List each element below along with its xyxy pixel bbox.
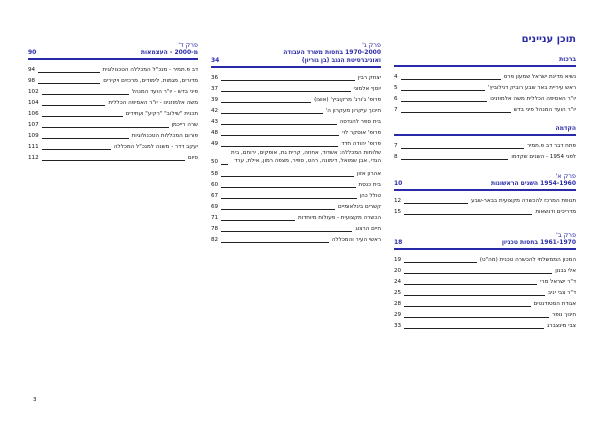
toc-entry-title: אגודת הסטודנטים	[533, 300, 576, 307]
toc-entry-page: 5	[394, 84, 398, 91]
toc-entry	[211, 223, 381, 234]
toc-entry-rule	[221, 237, 329, 243]
toc-entry-title: חיכוך עיקרון מעקרון ה'	[325, 107, 381, 114]
toc-column-middle	[211, 41, 381, 245]
toc-entry	[211, 190, 381, 201]
toc-entry-rule	[404, 323, 544, 329]
toc-entry-title: שרה רייכמן	[171, 121, 198, 128]
section-heading	[211, 49, 381, 68]
section-heading	[28, 49, 198, 60]
toc-entry-rule	[38, 78, 100, 84]
toc-entry-page: 50	[211, 159, 219, 165]
toc-entry-page: 58	[211, 170, 219, 177]
toc-entry-title: חיים הרצוג	[355, 225, 381, 232]
toc-entry	[28, 152, 198, 163]
toc-entry	[28, 64, 198, 75]
section-heading-page: 18	[394, 239, 403, 246]
toc-entry-title: שלוחות המכללה: אשדוד, אחוזה, קרית גת, אופקים, ירוחם, בית הגדי, אבן שמואל, דימונה, רהט, ספיר, מצפה רמון, אילת, ערד	[231, 150, 381, 164]
toc-entry-page: 98	[28, 77, 36, 84]
toc-entry-rule	[401, 154, 509, 160]
toc-entry-title: פרופ' אוסקר לוי	[342, 129, 381, 136]
toc-entry	[394, 140, 576, 151]
toc-entry-page: 48	[211, 129, 219, 136]
toc-entry	[394, 320, 576, 331]
toc-entry	[394, 93, 576, 104]
toc-entry-page: 71	[211, 214, 219, 221]
toc-entry-page: 102	[28, 88, 39, 95]
toc-entry-rule	[221, 75, 355, 81]
toc-entry-page: 111	[28, 143, 39, 150]
toc-entry-rule	[221, 204, 335, 210]
toc-entry-rule	[221, 193, 356, 199]
toc-entry	[28, 119, 198, 130]
toc-entry-title: נשיא מדינת ישראל שמעון פרס	[503, 73, 576, 80]
toc-entry-rule	[221, 130, 339, 136]
toc-entry-rule	[42, 144, 111, 150]
toc-entry-title: מדורים, מגמות, לימודים, מרכזים ויקירים	[103, 77, 198, 84]
toc-entry-page: 8	[394, 153, 398, 160]
section-heading-title: הקדמה	[555, 125, 576, 132]
section-heading-page: 10	[394, 180, 403, 187]
toc-entry-rule	[404, 312, 549, 318]
toc-entry-rule	[401, 96, 488, 102]
toc-entry-page: 36	[211, 74, 219, 81]
section-heading-title: 1961-1970 בחסות טכניון	[501, 239, 576, 246]
toc-entry	[211, 83, 381, 94]
toc-entry-page: 19	[394, 256, 402, 263]
section-heading-page: 34	[211, 57, 220, 64]
toc-entry	[211, 127, 381, 138]
toc-entry	[28, 97, 198, 108]
toc-entry-rule	[404, 198, 468, 204]
toc-entry-title: אלי גבנון	[555, 267, 576, 274]
toc-section	[394, 231, 576, 331]
toc-entry-title: יצחק רבין	[357, 74, 381, 81]
toc-entry-title: צבי מינצברג	[547, 322, 576, 329]
toc-entry-page: 107	[28, 121, 39, 128]
toc-entry-page: 94	[28, 66, 36, 73]
toc-entry-title: פרופ' ג'ורג' מרקוביץ' (אוצו)	[314, 96, 381, 103]
section-label: פרק א'	[555, 172, 576, 180]
toc-section	[394, 125, 576, 162]
toc-entry-title: בית כנסת	[358, 181, 381, 188]
toc-entry-title: ראשי העיר והמכללה	[331, 236, 381, 243]
toc-entry	[28, 130, 198, 141]
toc-entry-rule	[404, 209, 532, 215]
toc-entry-title: ד"ר ישראל מרי	[540, 278, 576, 285]
section-heading	[394, 180, 576, 191]
toc-column-left	[28, 41, 198, 163]
toc-entry	[28, 141, 198, 152]
toc-entry	[394, 287, 576, 298]
toc-entry-title: ראש עיריית באר שבע רוביק דנילוביץ'	[487, 84, 576, 91]
toc-entry-title: פיני בדש - יו"ר הועד המנהל	[131, 88, 198, 95]
section-label: פרק ג'	[362, 41, 381, 49]
toc-entry-page: 67	[211, 192, 219, 199]
toc-entry-rule	[401, 107, 511, 113]
toc-entry-title: מדריכים ודנשאות	[535, 208, 576, 215]
toc-entry	[211, 201, 381, 212]
toc-entry	[394, 82, 576, 93]
toc-entry-rule	[221, 141, 338, 147]
toc-entry-page: 106	[28, 110, 39, 117]
toc-entry-title: לפני 1954 - השנים שקדמו	[511, 153, 576, 160]
toc-entry-page: 33	[394, 322, 402, 329]
toc-section	[394, 56, 576, 115]
toc-entry-page: 20	[394, 267, 402, 274]
toc-entry-page: 12	[394, 197, 402, 204]
toc-entry	[394, 71, 576, 82]
toc-entry	[394, 104, 576, 115]
toc-entry-rule	[42, 133, 129, 139]
section-heading-subtitle: ואוניברסיטת הנגב (בן גוריון)	[301, 57, 381, 64]
toc-entry-page: 39	[211, 96, 219, 103]
toc-entry-page: 7	[394, 142, 398, 149]
toc-entry	[211, 179, 381, 190]
toc-section	[394, 172, 576, 217]
toc-entry-rule	[42, 155, 185, 161]
section-heading-title: 1970-2000 בחסות משרד העבודה	[283, 49, 381, 56]
toc-entry-page: 37	[211, 85, 219, 92]
toc-entry-page: 15	[394, 208, 402, 215]
toc-entry-title: פתח דבר דב פ.תמיר	[526, 142, 576, 149]
toc-entry-page: 112	[28, 154, 39, 161]
page-number: 3	[33, 397, 37, 403]
toc-entry	[211, 94, 381, 105]
toc-entry-rule	[404, 290, 545, 296]
toc-entry-page: 49	[211, 140, 219, 147]
toc-entry-title: משה אלמוזנינו - יו"ר האסיפה הכללית	[108, 99, 198, 106]
section-heading	[394, 125, 576, 136]
toc-entry-title: יו"ר הועד המנהל פיני בדש	[513, 106, 576, 113]
toc-entry-rule	[404, 268, 552, 274]
toc-entry-page: 69	[211, 203, 219, 210]
section-label: פרק ב'	[556, 231, 576, 239]
toc-entry-page: 104	[28, 99, 39, 106]
toc-entry-title: תנופת המרכז להכשרה מקצועית בבאר-שבע	[471, 197, 576, 204]
toc-entry-title: יעקב דדר - משנה למנכ"ל המכללה	[113, 143, 198, 150]
toc-entry	[211, 72, 381, 83]
toc-entry	[211, 212, 381, 223]
toc-entry	[211, 105, 381, 116]
toc-entry	[28, 108, 198, 119]
toc-entry-rule	[404, 279, 537, 285]
toc-entry-rule	[42, 100, 106, 106]
toc-entry-title: הכשרה מקצועית - פעולות מיוחדות	[298, 214, 381, 221]
toc-entry-page: 4	[394, 73, 398, 80]
toc-entry-rule	[38, 67, 99, 73]
toc-entry-page: 24	[394, 278, 402, 285]
toc-entry-page: 60	[211, 181, 219, 188]
toc-entry	[394, 265, 576, 276]
toc-entry-rule	[221, 119, 336, 125]
section-heading-title: ברכות	[559, 56, 576, 63]
toc-entry-title: סיום	[187, 154, 198, 161]
toc-entry-rule	[401, 85, 485, 91]
toc-entry-rule	[221, 182, 355, 188]
toc-entry-title: יו"ר האסיפה הכללית משה אלמוזנינו	[490, 95, 576, 102]
toc-entry-page: 109	[28, 132, 39, 139]
toc-entry-rule	[221, 86, 350, 92]
toc-entry-title: קשרים בינלאומיים	[337, 203, 381, 210]
section-heading	[394, 56, 576, 67]
toc-entry	[211, 234, 381, 245]
toc-entry	[394, 151, 576, 162]
toc-entry-page: 7	[394, 106, 398, 113]
toc-entry-page: 42	[211, 107, 219, 114]
toc-entry-title: דב פ.תמיר - מנכ"ל המכללה הטכנולוגית	[102, 66, 198, 73]
toc-entry-rule	[221, 226, 352, 232]
toc-entry-rule	[221, 215, 295, 221]
toc-entry-rule	[42, 122, 169, 128]
toc-entry-page: 6	[394, 95, 398, 102]
toc-entry-rule	[401, 143, 524, 149]
toc-entry-rule	[221, 108, 323, 114]
toc-entry	[28, 86, 198, 97]
toc-entry	[394, 298, 576, 309]
toc-entry	[394, 309, 576, 320]
toc-entry-title: פרופ' יהודה חדד	[341, 140, 381, 147]
toc-entry-title: ד"ר צבי יניב	[547, 289, 576, 296]
toc-entry-page: 78	[211, 225, 219, 232]
toc-entry	[28, 75, 198, 86]
toc-entry-rule	[221, 159, 228, 165]
toc-entry-title: תכנית "שילוב" "רקיע" ועתידים	[125, 110, 198, 117]
toc-entry-rule	[404, 301, 530, 307]
toc-entry-rule	[42, 111, 123, 117]
section-heading-title: מ-2000 - העצמאות	[140, 49, 198, 56]
toc-entry-title: יוסף אלמוני	[353, 85, 381, 92]
toc-entry-title: פורום המכללות הטכנולוגיות	[131, 132, 198, 139]
toc-entry-page: 25	[394, 289, 402, 296]
toc-entry-page: 28	[394, 300, 402, 307]
toc-entry	[211, 116, 381, 127]
section-heading-title: 1954-1960 השנים הראשונות	[491, 180, 576, 187]
toc-entry	[394, 195, 576, 206]
toc-entry	[211, 168, 381, 179]
section-heading	[394, 239, 576, 250]
toc-entry-page: 82	[211, 236, 219, 243]
toc-entry	[394, 206, 576, 217]
toc-entry-title: טולל כהן	[359, 192, 381, 199]
section-heading-row	[211, 57, 381, 65]
toc-entry-rule	[221, 171, 354, 177]
toc-entry-rule	[42, 89, 129, 95]
toc-entry-title: המכון הממשלתי להכשרה טכנית (מה"ט)	[479, 256, 576, 263]
toc-entry-page: 43	[211, 118, 219, 125]
toc-entry	[211, 149, 381, 165]
toc-entry-title: חינוך נופר	[552, 311, 576, 318]
toc-entry-rule	[401, 74, 501, 80]
section-label: פרק ד'	[178, 41, 198, 49]
toc-entry-title: אהרון אזון	[356, 170, 381, 177]
toc-entry	[394, 254, 576, 265]
section-heading-page: 90	[28, 49, 37, 56]
toc-entry	[211, 138, 381, 149]
toc-entry-rule	[221, 97, 311, 103]
toc-entry-title: בית ספר להנדסה	[339, 118, 381, 125]
toc-column-right	[394, 56, 576, 331]
toc-entry	[394, 276, 576, 287]
toc-entry-page: 29	[394, 311, 402, 318]
page-title: תוכן עניינים	[521, 34, 576, 45]
toc-entry-rule	[404, 257, 477, 263]
